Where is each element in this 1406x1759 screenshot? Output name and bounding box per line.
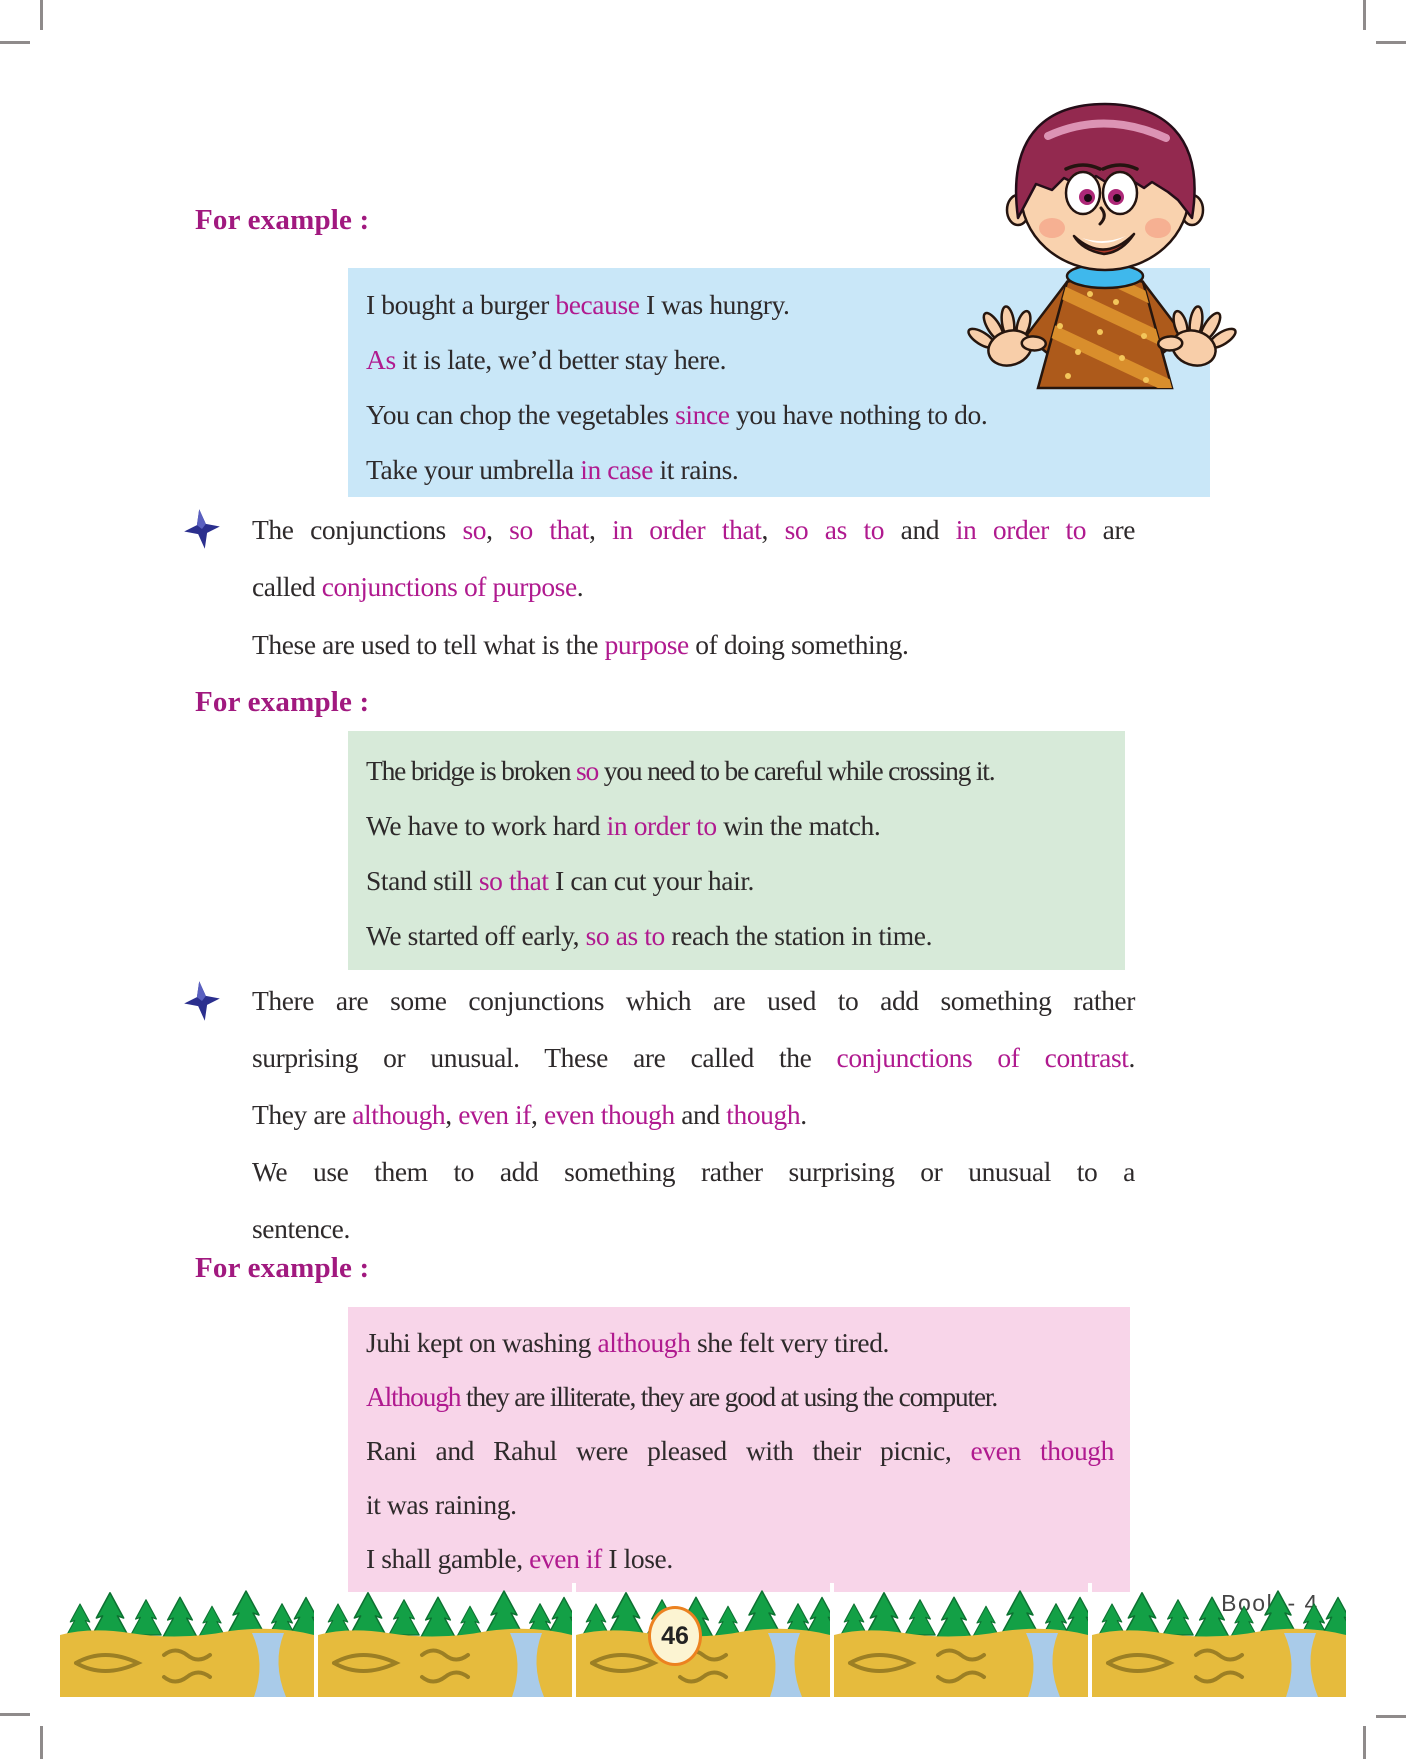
text-segment: you need to be careful while crossing it.: [598, 755, 995, 786]
conjunction-highlight: conjunctions of purpose: [321, 571, 577, 602]
text-line: [252, 616, 1135, 673]
conjunction-highlight: in order to: [955, 514, 1087, 545]
text-line: [366, 1532, 1114, 1586]
conjunction-highlight: so that: [509, 514, 590, 545]
text-segment: I was hungry.: [639, 289, 790, 320]
crop-mark: [40, 1726, 43, 1759]
for-example-heading-2: For example :: [195, 686, 370, 718]
text-segment: We use them to add something rather surprising or unusual to a: [252, 1156, 1135, 1187]
conjunction-highlight: even though: [543, 1099, 675, 1130]
text-segment: I bought a burger: [366, 289, 556, 320]
crop-mark: [1376, 41, 1406, 44]
text-line: [366, 908, 1113, 963]
text-segment: Take your umbrella: [366, 454, 581, 485]
conjunction-highlight: in order that: [612, 514, 762, 545]
text-segment: I lose.: [601, 1543, 673, 1574]
text-line: [366, 1424, 1114, 1478]
conjunction-highlight: because: [555, 289, 640, 320]
page-number: 46: [661, 1621, 689, 1650]
text-segment: they are illiterate, they are good at using the computer.: [460, 1381, 998, 1412]
text-line: [366, 1370, 1114, 1424]
conjunction-highlight: so: [576, 755, 599, 786]
text-line: [366, 743, 1113, 798]
boy-illustration: [940, 96, 1266, 398]
text-line: [252, 1086, 1135, 1143]
text-line: [252, 1200, 1135, 1257]
text-segment: There are some conjunctions which are used to add something rather: [252, 985, 1135, 1016]
crop-mark: [1363, 0, 1366, 30]
text-segment: it rains.: [653, 454, 739, 485]
conjunction-highlight: even if: [458, 1099, 532, 1130]
text-segment: you have nothing to do.: [729, 399, 988, 430]
text-line: [252, 558, 1135, 615]
examples-box-contrast: [348, 1307, 1130, 1592]
conjunction-highlight: in case: [580, 454, 654, 485]
text-segment: win the match.: [716, 810, 881, 841]
conjunction-highlight: so as to: [585, 920, 665, 951]
purpose-conjunctions-paragraph: [252, 501, 1135, 615]
text-segment: .: [800, 1099, 807, 1130]
text-segment: and: [884, 514, 956, 545]
conjunction-highlight: even if: [529, 1543, 602, 1574]
text-segment: reach the station in time.: [664, 920, 933, 951]
text-segment: she felt very tired.: [690, 1327, 890, 1358]
conjunction-highlight: As: [366, 344, 396, 375]
text-line: [252, 1029, 1135, 1086]
contrast-conjunctions-paragraph: [252, 972, 1135, 1143]
text-segment: surprising or unusual. These are called the: [252, 1042, 837, 1073]
text-line: [366, 442, 1210, 497]
for-example-heading-1: For example :: [195, 204, 370, 236]
crop-mark: [40, 0, 43, 30]
text-line: [252, 1143, 1135, 1200]
purpose-usage-line: [252, 616, 1135, 673]
conjunction-highlight: so: [462, 514, 487, 545]
text-segment: are: [1086, 514, 1136, 545]
text-segment: ,: [589, 514, 613, 545]
text-segment: called: [252, 571, 322, 602]
text-line: [252, 972, 1135, 1029]
sparkle-bullet-icon: [184, 509, 220, 549]
text-segment: We started off early,: [366, 920, 586, 951]
text-line: [366, 853, 1113, 908]
text-segment: ,: [761, 514, 785, 545]
text-segment: ,: [531, 1099, 544, 1130]
conjunction-highlight: though: [726, 1099, 801, 1130]
text-segment: sentence.: [252, 1213, 350, 1244]
examples-box-purpose: [348, 731, 1125, 970]
text-segment: .: [576, 571, 584, 602]
text-segment: it is late, we’d better stay here.: [395, 344, 727, 375]
text-segment: These are used to tell what is the: [252, 629, 605, 660]
footer-border-illustration: [60, 1583, 1346, 1700]
crop-mark: [0, 41, 30, 44]
conjunction-highlight: conjunctions of contrast: [836, 1042, 1129, 1073]
conjunction-highlight: Although: [366, 1381, 461, 1412]
text-segment: it was raining.: [366, 1489, 517, 1520]
contrast-usage-paragraph: [252, 1143, 1135, 1257]
crop-mark: [1376, 1715, 1406, 1718]
page-number-badge: [648, 1606, 702, 1666]
text-segment: and: [674, 1099, 727, 1130]
text-segment: Juhi kept on washing: [366, 1327, 598, 1358]
text-segment: Rani and Rahul were pleased with their picnic,: [366, 1435, 971, 1466]
conjunction-highlight: so as to: [784, 514, 885, 545]
text-segment: Stand still: [366, 865, 479, 896]
text-line: [366, 1478, 1114, 1532]
text-segment: I shall gamble,: [366, 1543, 530, 1574]
sparkle-bullet-icon: [184, 981, 220, 1021]
text-line: [366, 798, 1113, 853]
conjunction-highlight: since: [675, 399, 730, 430]
crop-mark: [0, 1713, 30, 1716]
text-segment: The conjunctions: [252, 514, 463, 545]
text-segment: You can chop the vegetables: [366, 399, 676, 430]
text-segment: .: [1128, 1042, 1135, 1073]
conjunction-highlight: although: [597, 1327, 691, 1358]
text-segment: of doing something.: [688, 629, 909, 660]
text-line: [252, 501, 1135, 558]
text-line: [366, 1316, 1114, 1370]
crop-mark: [1363, 1726, 1366, 1759]
conjunction-highlight: so that: [478, 865, 549, 896]
conjunction-highlight: purpose: [604, 629, 689, 660]
text-segment: They are: [252, 1099, 353, 1130]
text-segment: We have to work hard: [366, 810, 607, 841]
for-example-heading-3: For example :: [195, 1252, 370, 1284]
text-segment: ,: [486, 514, 510, 545]
text-segment: ,: [445, 1099, 459, 1130]
conjunction-highlight: although: [352, 1099, 446, 1130]
conjunction-highlight: in order to: [606, 810, 717, 841]
conjunction-highlight: even though: [970, 1435, 1114, 1466]
text-segment: The bridge is broken: [366, 755, 577, 786]
text-segment: I can cut your hair.: [548, 865, 755, 896]
